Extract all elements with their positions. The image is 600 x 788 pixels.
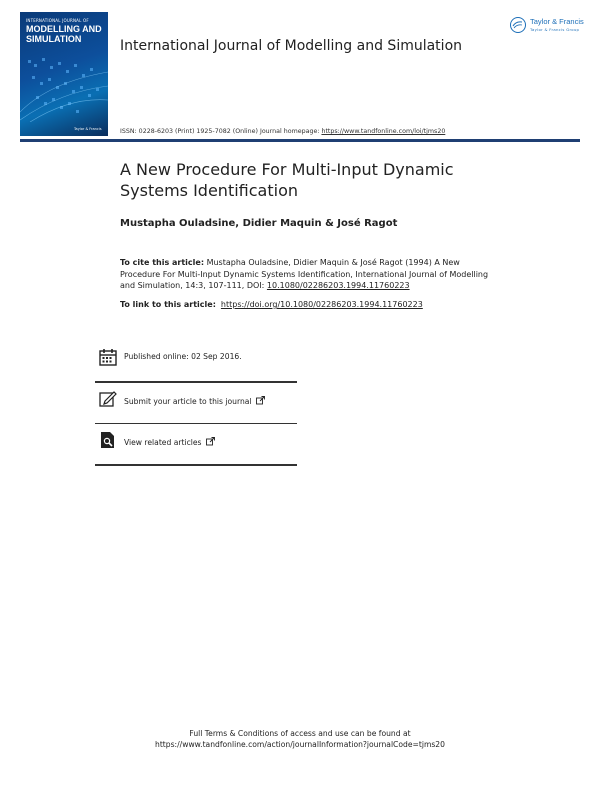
article-title: A New Procedure For Multi-Input Dynamic Systems Identification [120,160,454,200]
submit-article-link[interactable] [124,396,265,406]
submit-row[interactable] [95,383,297,423]
footer [100,728,500,750]
cover-title: MODELLING AND SIMULATION [26,24,102,44]
journal-homepage-link[interactable]: https://www.tandfonline.com/loi/tjms20 [321,128,446,135]
article-info-box [95,341,297,466]
publisher-logo[interactable] [510,15,590,37]
calendar-icon [99,348,117,366]
citation-label: To cite this article: [120,258,205,267]
published-row [95,341,297,381]
publisher-logo-icon [510,17,526,33]
journal-cover [20,12,108,136]
external-link-icon [256,396,265,405]
submit-article-label[interactable]: Submit your article to this journal [124,396,252,406]
publisher-logo-name: Taylor & Francis [530,17,584,26]
publisher-logo-sub: Taylor & Francis Group [530,27,580,32]
document-search-icon [99,431,117,449]
related-row[interactable] [95,424,297,464]
cover-publisher-mark: Taylor & Francis [74,127,102,131]
related-articles-label[interactable]: View related articles [124,438,202,447]
journal-title[interactable]: International Journal of Modelling and Simulation [120,38,463,54]
related-articles-link[interactable] [124,437,215,447]
footer-terms-link[interactable]: https://www.tandfonline.com/action/journalInformation?journalCode=tjms20 [155,740,445,749]
article-link-line [120,300,423,309]
article-authors: Mustapha Ouladsine, Didier Maquin & José Ragot [120,218,398,229]
info-divider [95,464,297,466]
issn-text: ISSN: 0228-6203 (Print) 1925-7082 (Online) Journal homepage: [120,128,322,135]
edit-icon [99,390,117,408]
citation-text: Mustapha Ouladsine, Didier Maquin & José Ragot (1994) A New Procedure For Multi-Input Dynamic Systems Identification, International Journal of Modelling and Simulation, 14:3, 107-111, DOI: [120,258,489,290]
external-link-icon [206,437,215,446]
citation-block [120,257,500,292]
header-divider [20,139,580,142]
citation-doi-link[interactable]: 10.1080/02286203.1994.11760223 [266,281,410,290]
published-date-text: Published online: 02 Sep 2016. [124,352,242,361]
cover-graphic [20,52,108,122]
cover-small-text: INTERNATIONAL JOURNAL OF [26,18,89,23]
article-doi-url[interactable]: https://doi.org/10.1080/02286203.1994.11760223 [220,300,423,309]
footer-terms-text: Full Terms & Conditions of access and use can be found at [189,729,411,738]
article-link-label: To link to this article: [120,300,216,309]
issn-line [120,128,445,135]
